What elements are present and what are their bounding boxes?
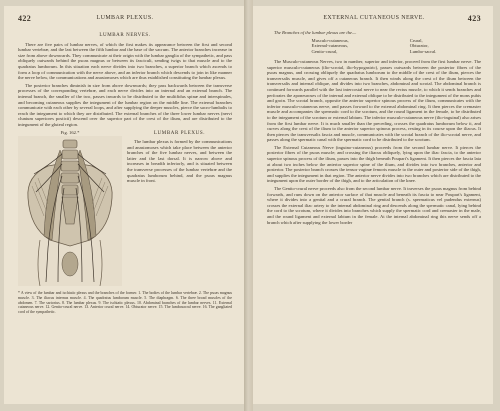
branch-item: Lumbo-sacral. [409, 49, 437, 55]
book-gutter [244, 0, 253, 411]
left-page [4, 6, 244, 404]
paragraph-external-cutaneous: The External Cutaneous Nerve (inguino-cutaneous) proceeds from the second lumbar nerve. It pierces the posterior fibres of the psoas muscle; and crossing the iliacus obliquely, lying upon the iliac fascia, to the anterior superior spinous process of the ilium, passes into the thigh beneath Poupart's ligament. It then pierces the fascia lata at about two inches below the anterior superior spine of the ilium, and divides into two branches, anterior and posterior. The posterior branch crosses the tensor vaginæ femoris muscle to the outer and posterior side of the thigh, and supplies the integument in that region. The anterior nerve divides into two branches which are distributed to the integument upon the outer border of the thigh, and to the articulation of the knee. [267, 144, 481, 184]
branches-intro: The Branches of the lumbar plexus are the— [274, 30, 357, 35]
branch-item: External-cutaneous, [311, 43, 349, 49]
figure-162 [18, 130, 122, 287]
right-page-body [267, 30, 481, 227]
paragraph-genito-crural: The Genito-crural nerve proceeds also from the second lumbar nerve. It traverses the psoas magnus from behind forwards, and runs down on the anterior surface of that muscle and beneath its fascia to near Poupart's ligament, where it divides into a genital and a crural branch. The genital branch (s. spermaticus vel pudendus externus) crosses the external iliac artery to the internal abdominal ring and descends along the spermatic canal, lying behind the cord to the scrotum, where it divides into branches which supply the spermatic cord and cremaster in the male, and the round ligament and external labium in the female. At the internal abdominal ring this nerve sends off a branch which after supplying the lower border [267, 186, 481, 225]
paragraph-musculo-cutaneous: The Musculo-cutaneous Nerves, two in number, superior and inferior, proceed from the first lumbar nerve. The superior musculo-cutaneous (ilio-scrotal, ilio-hypogastric), passes outwards between the posterior fibres of the psoas magnus, and crossing obliquely the quadratus lumborum to the middle of the crest of the ilium, pierces the transversalis muscle, and gives off a cutaneous branch. It then winds along the crest of the ilium between the transversalis and internal oblique, and divides into two branches, abdominal and scrotal. The abdominal branch is continued forwards parallel with the last intercostal nerve to near the rectus muscle, to which it sends branches and perforates the aponeuroses of the internal and external oblique to be distributed to the integument of the mons pubis and groin. The scrotal branch, opposite the anterior superior spinous process of the ilium, communicates with the inferior musculo-cutaneous nerve, and passes forward to the external abdominal ring. It then pierces the cremaster muscle and accompanies the spermatic cord to the scrotum, and the round ligament in the female, to be distributed to the integument of the scrotum or external labium. The inferior musculo-cutaneous nerve (ilio-inguinal) also arises from the first lumbar nerve. It is much smaller than the preceding, crosses the quadratus lumborum below it, and curves along the crest of the ilium to the anterior superior spinous process, resting in its course upon the iliacus. It then pierces the transversalis fascia and muscle, communicates with the scrotal branch of the ilio-scrotal nerve, and passes along the spermatic canal with the spermatic cord to be distributed to the scrotum. [267, 58, 481, 143]
right-running-title: EXTERNAL CUTANEOUS NERVE. [323, 15, 425, 21]
right-page [253, 6, 493, 404]
paragraph: There are five pairs of lumbar nerves, of which the first makes its appearance between the first and second lumbar vertebræ, and the last between the fifth lumbar and the base of the sacrum. The anterior branches increase in size from above downwards. They communicate at their origin with the lumbar ganglia of the sympathetic, and pass obliquely outwards behind the psoas magnus or between its fasciculi, sending twigs to that muscle and to the quadratus lumborum. In this situation each nerve divides into two branches, a superior branch which ascends to form a loop of communication with the nerve above, and an inferior branch which descends to join in like manner the nerve below, the communications and anastomoses which are thus established constituting the lumbar plexus. [18, 41, 232, 81]
branch-item: Genito-crural, [311, 49, 338, 55]
paragraph: The lumbar plexus is formed by the communications and anastomoses which take place between the anterior branches of the five lumbar nerves, and between the latter and the last dorsal. It is narrow above and increases in breadth inferiorly, and is situated between the transverse processes of the lumbar vertebræ and the quadratus lumborum behind, and the psoas magnus muscle in front. [127, 139, 232, 184]
branches-column-2 [410, 38, 437, 55]
figure-label: Fig. 162.* [60, 129, 80, 135]
right-page-number: 423 [467, 14, 481, 23]
paragraph: The posterior branches diminish in size from above downwards; they pass backwards between the transverse processes of the corresponding vertebræ, and each nerve divides into an internal and an external branch. The internal branch, the smaller of the two, passes inwards to be distributed to the multifidus spinæ and interspinales, and becoming cutaneous supplies the integument of the lumbar region on the middle line. The external branches communicate with each other by several loops, and after supplying the deeper muscles, pierce the sacro-lumbalis to reach the integument to which they are distributed. The external branches of the three lower lumbar nerves (nervi clunium superiores posticii) descend over the superior part of the crest of the ilium, and are distributed to the integument of the gluteal region. [18, 82, 232, 127]
figure-caption: * A view of the lumbar and ischiatic plexus and the branches of the former. 1. The bodies of the lumbar vertebræ. 2. The psoas magnus muscle. 3. The iliacus internus muscle. 4. The quadratus lumborum muscle. 5. The diaphragm. 6. The three broad muscles of the abdomen. 7. The sartorius. 8. The lumbar plexus. 9. The ischiatic plexus. 10. Abdominal branches of the lumbar nerves. 11. External cutaneous nerve. 12. Genito-crural nerve. 13. Anterior crural nerve. 14. Obturator nerve. 15. The lumbosacral nerve. 16. The gangliated cord of the sympathetic. [18, 291, 232, 314]
left-running-header [18, 14, 232, 26]
branches-list [267, 38, 481, 55]
anatomical-engraving-lumbar-plexus [18, 136, 122, 286]
branch-item: Musculo-cutaneous, [311, 37, 349, 43]
right-running-header [267, 14, 481, 26]
branches-column-1 [312, 38, 349, 55]
branch-item: Obturator, [409, 43, 429, 49]
subsection-title-lumbar-plexus: LUMBAR PLEXUS. [153, 130, 206, 136]
left-running-title: LUMBAR PLEXUS. [96, 15, 154, 21]
section-title-lumbar-nerves: LUMBAR NERVES. [99, 33, 151, 38]
left-page-body [18, 30, 232, 315]
left-page-number: 422 [18, 14, 32, 23]
branch-item: Crural, [409, 37, 423, 43]
